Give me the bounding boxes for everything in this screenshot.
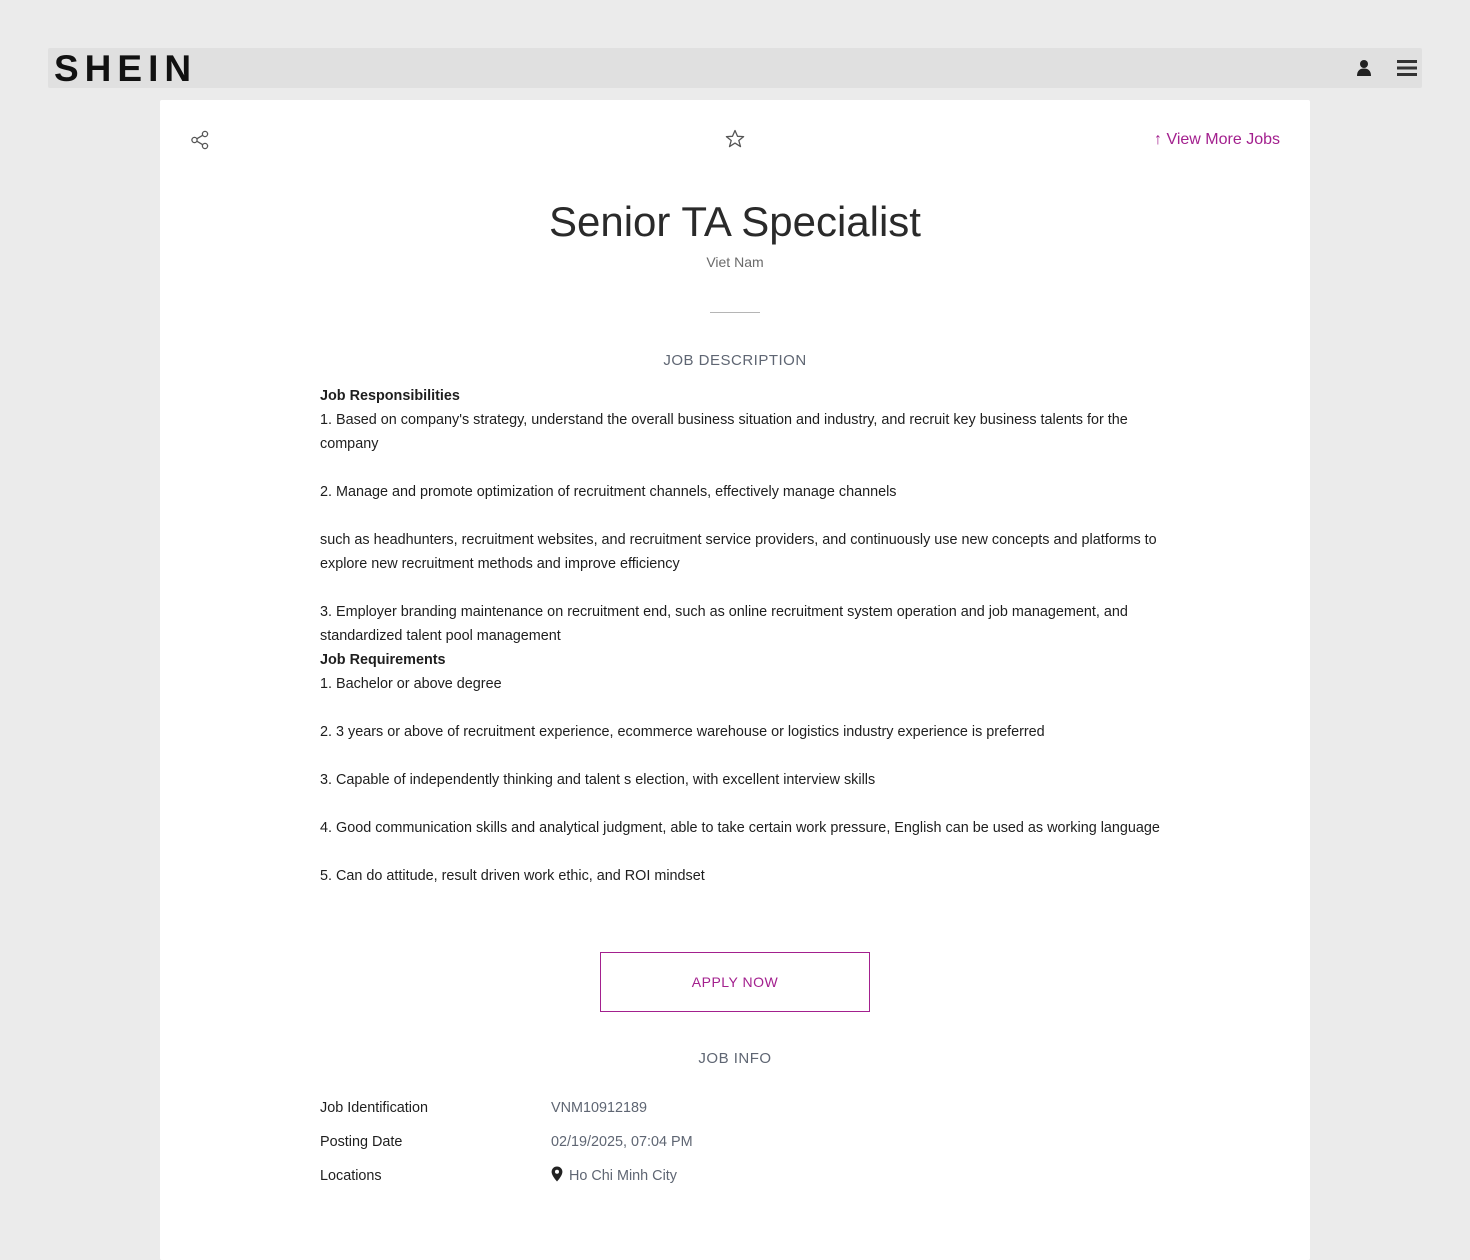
location-text: Ho Chi Minh City bbox=[569, 1168, 677, 1184]
title-divider bbox=[710, 312, 760, 313]
map-pin-icon bbox=[551, 1166, 563, 1182]
job-info-row bbox=[320, 1130, 1160, 1164]
view-more-jobs-link[interactable]: ↑ View More Jobs bbox=[1154, 131, 1280, 148]
requirement-item: 2. 3 years or above of recruitment experience, ecommerce warehouse or logistics industry experience is preferred bbox=[320, 724, 1045, 740]
job-info-row bbox=[320, 1096, 1160, 1130]
job-info-label: Posting Date bbox=[320, 1134, 403, 1150]
star-icon[interactable] bbox=[725, 129, 745, 149]
paragraph-gap bbox=[320, 840, 1160, 864]
job-info-value: 02/19/2025, 07:04 PM bbox=[551, 1134, 693, 1150]
job-title: Senior TA Specialist bbox=[549, 198, 921, 245]
top-header-bar bbox=[48, 48, 1422, 88]
requirements-heading: Job Requirements bbox=[320, 652, 446, 668]
job-info-label: Locations bbox=[320, 1168, 382, 1184]
paragraph-gap bbox=[320, 792, 1160, 816]
paragraph-gap bbox=[320, 744, 1160, 768]
job-info-table bbox=[320, 1096, 1160, 1198]
job-info-row bbox=[320, 1164, 1160, 1198]
job-description-heading: JOB DESCRIPTION bbox=[663, 352, 807, 369]
job-info-value: VNM10912189 bbox=[551, 1100, 648, 1116]
job-detail-card bbox=[160, 100, 1310, 1260]
requirement-item: 3. Capable of independently thinking and talent s election, with excellent interview skills bbox=[320, 772, 876, 788]
job-description-body bbox=[320, 384, 1160, 888]
requirement-item: 5. Can do attitude, result driven work ethic, and ROI mindset bbox=[320, 868, 705, 884]
paragraph-gap bbox=[320, 696, 1160, 720]
responsibilities-heading: Job Responsibilities bbox=[320, 388, 460, 404]
requirement-item: 4. Good communication skills and analytical judgment, able to take certain work pressure, English can be used as working language bbox=[320, 820, 1160, 836]
hamburger-menu-icon[interactable] bbox=[1395, 56, 1419, 80]
shein-logo[interactable]: SHEIN bbox=[54, 48, 198, 89]
job-info-label: Job Identification bbox=[320, 1100, 429, 1116]
responsibility-item: 1. Based on company's strategy, understand the overall business situation and industry, and recruit key business talents for the company bbox=[320, 412, 1128, 452]
requirement-item: 1. Bachelor or above degree bbox=[320, 676, 502, 692]
location-value bbox=[551, 1164, 677, 1188]
responsibility-item: such as headhunters, recruitment websites, and recruitment service providers, and continuously use new concepts and platforms to explore new recruitment methods and improve efficiency bbox=[320, 532, 1157, 572]
paragraph-gap bbox=[320, 576, 1160, 600]
job-info-heading: JOB INFO bbox=[698, 1050, 772, 1067]
responsibility-item: 2. Manage and promote optimization of recruitment channels, effectively manage channels bbox=[320, 484, 897, 500]
paragraph-gap bbox=[320, 504, 1160, 528]
user-icon[interactable] bbox=[1352, 56, 1376, 80]
job-country: Viet Nam bbox=[706, 254, 764, 270]
share-icon[interactable] bbox=[190, 130, 210, 150]
apply-now-button[interactable]: APPLY NOW bbox=[600, 952, 870, 1012]
responsibility-item: 3. Employer branding maintenance on recruitment end, such as online recruitment system operation and job management, and standardized talent pool management bbox=[320, 604, 1128, 644]
paragraph-gap bbox=[320, 456, 1160, 480]
